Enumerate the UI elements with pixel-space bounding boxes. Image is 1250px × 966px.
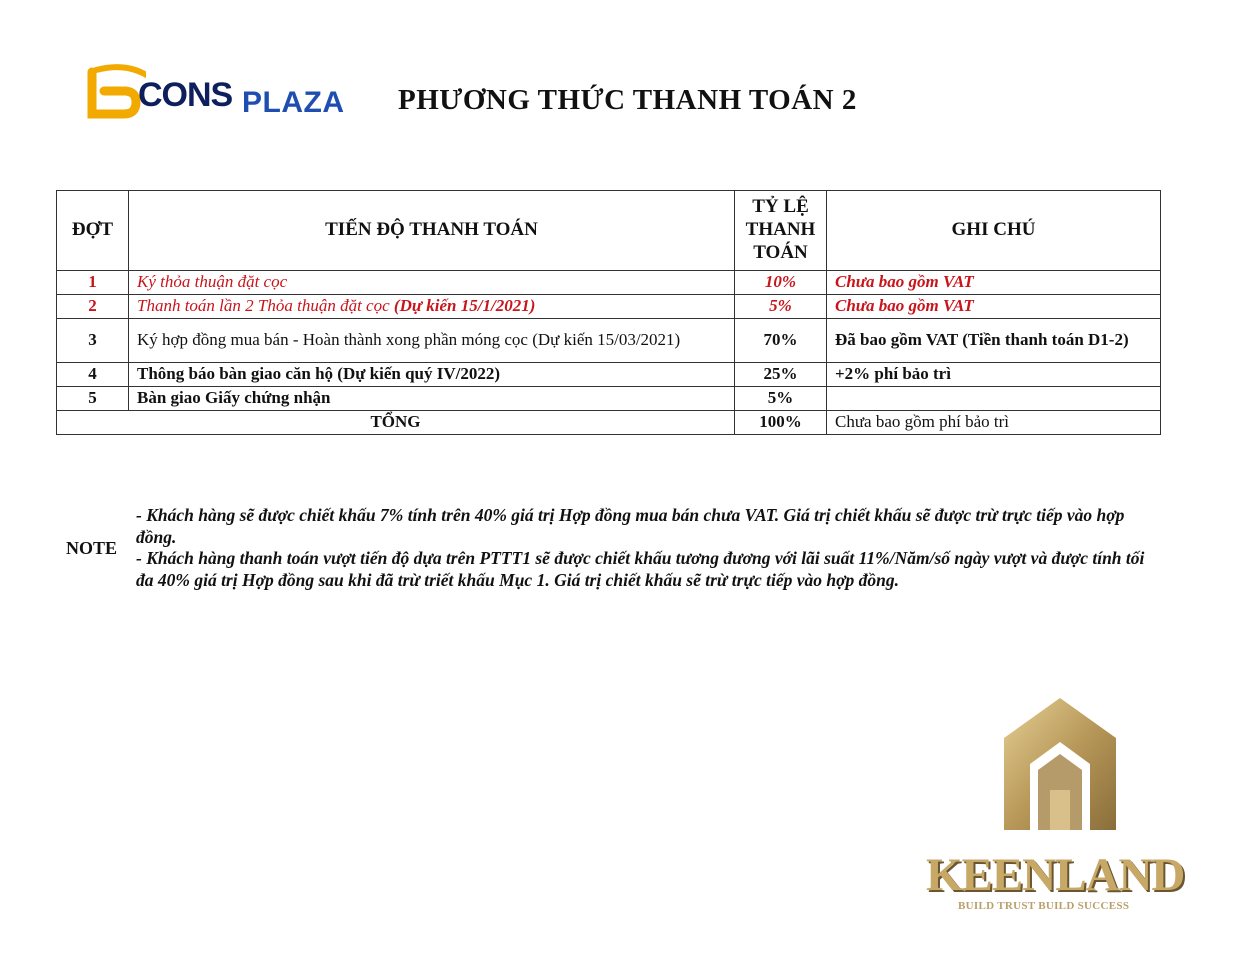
- note-label: NOTE: [66, 538, 118, 558]
- row-progress: Bàn giao Giấy chứng nhận: [129, 387, 735, 411]
- row-progress-date: (Dự kiến 15/1/2021): [393, 296, 536, 316]
- row-note: +2% phí bảo trì: [827, 363, 1161, 387]
- logo-text-cons: CONS: [138, 76, 233, 114]
- row-note: Đã bao gồm VAT (Tiền thanh toán D1-2): [827, 319, 1161, 363]
- row-note: Chưa bao gồm VAT: [827, 295, 1161, 319]
- row-rate: 25%: [735, 363, 827, 387]
- table-row: [57, 271, 1161, 295]
- keenland-building-icon: [998, 694, 1122, 834]
- row-progress: Ký thỏa thuận đặt cọc: [129, 271, 735, 295]
- table-row: [57, 319, 1161, 363]
- row-dot: 5: [57, 387, 129, 411]
- table-total-row: [57, 411, 1161, 435]
- note-line-2: - Khách hàng thanh toán vượt tiến độ dựa trên PTTT1 sẽ được chiết khấu tương đương với lãi suất 11%/Năm/số ngày vượt và được tính tối đa 40% giá trị Hợp đồng sau khi đã trừ triết khấu Mục 1. Giá trị chiết khấu sẽ trừ trực tiếp vào hợp đồng.: [136, 548, 1145, 590]
- table-row: [57, 387, 1161, 411]
- keenland-wordmark: KEENLAND: [926, 849, 1185, 901]
- row-rate: 5%: [735, 295, 827, 319]
- keenland-tagline: BUILD TRUST BUILD SUCCESS: [958, 900, 1130, 912]
- table-header-row: [57, 191, 1161, 271]
- row-rate: 70%: [735, 319, 827, 363]
- header-rate: TỶ LỆ THANH TOÁN: [735, 191, 827, 271]
- bcons-plaza-logo: [86, 64, 366, 124]
- row-note: Chưa bao gồm VAT: [827, 271, 1161, 295]
- page-title: PHƯƠNG THỨC THANH TOÁN 2: [398, 84, 857, 116]
- row-dot: 3: [57, 319, 129, 363]
- row-progress: Thông báo bàn giao căn hộ (Dự kiến quý IV/2022): [129, 363, 735, 387]
- row-dot: 2: [57, 295, 129, 319]
- header-progress: TIẾN ĐỘ THANH TOÁN: [129, 191, 735, 271]
- note-body: [136, 505, 1156, 591]
- total-note: Chưa bao gồm phí bảo trì: [827, 411, 1161, 435]
- table-row: [57, 363, 1161, 387]
- header-note: GHI CHÚ: [827, 191, 1161, 271]
- logo-text-plaza: PLAZA: [242, 86, 345, 119]
- row-rate: 5%: [735, 387, 827, 411]
- row-progress: Ký hợp đồng mua bán - Hoàn thành xong phần móng cọc (Dự kiến 15/03/2021): [129, 319, 735, 363]
- table-row: [57, 295, 1161, 319]
- row-progress-text: Thanh toán lần 2 Thỏa thuận đặt cọc: [137, 296, 394, 316]
- row-rate: 10%: [735, 271, 827, 295]
- header-dot: ĐỢT: [57, 191, 129, 271]
- total-rate: 100%: [735, 411, 827, 435]
- note-line-1: - Khách hàng sẽ được chiết khấu 7% tính trên 40% giá trị Hợp đồng mua bán chưa VAT. Giá trị chiết khấu sẽ được trừ trực tiếp vào hợp đồng.: [136, 505, 1125, 547]
- bcons-swoosh-icon: [86, 64, 146, 124]
- row-note: [827, 387, 1161, 411]
- total-label: TỔNG: [57, 411, 735, 435]
- payment-schedule-table: [56, 190, 1161, 435]
- row-dot: 1: [57, 271, 129, 295]
- row-dot: 4: [57, 363, 129, 387]
- row-progress: [129, 295, 735, 319]
